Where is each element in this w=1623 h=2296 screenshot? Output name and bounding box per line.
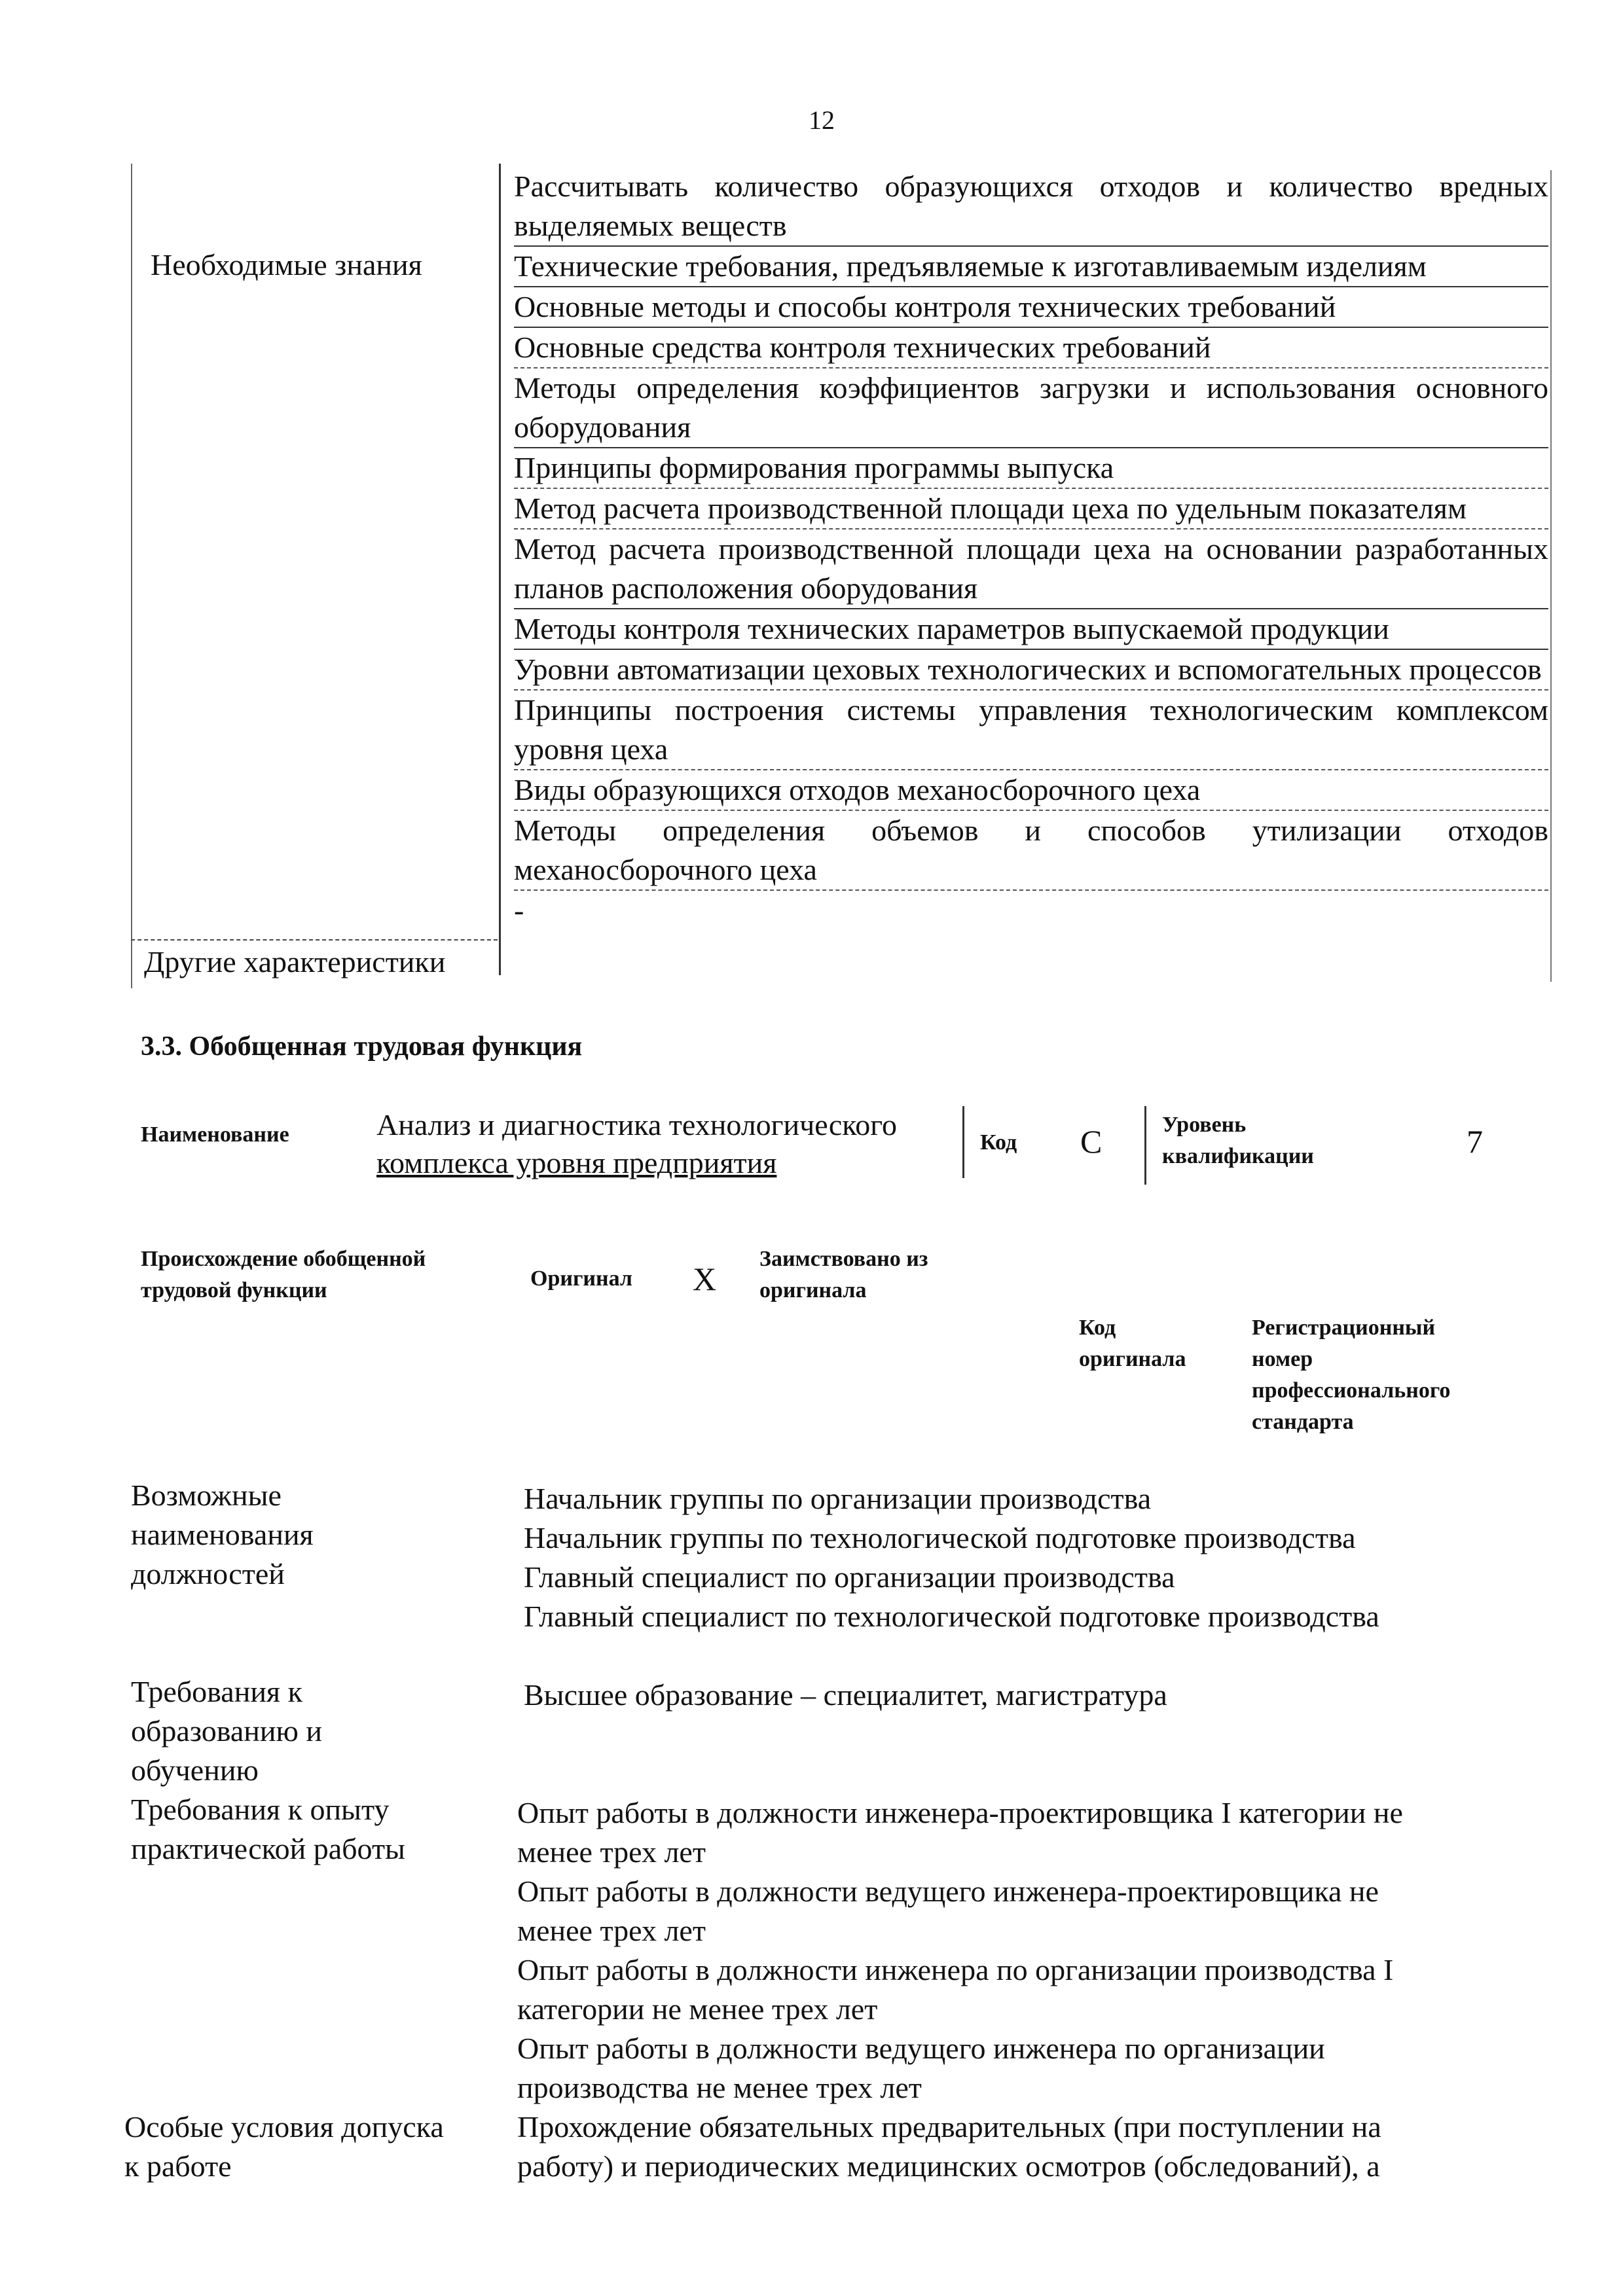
function-name-line: комплекса уровня предприятия — [376, 1146, 777, 1179]
list-item — [517, 1872, 1403, 1950]
table-row: Принципы построения системы управления технологическим комплексом уровня цеха — [514, 691, 1548, 770]
divider-line — [1144, 1106, 1146, 1185]
table-row: Принципы формирования программы выпуска — [514, 448, 1548, 489]
special-conditions-line: Прохождение обязательных предварительных (при поступлении на — [517, 2110, 1381, 2144]
name-label: Наименование — [141, 1122, 289, 1147]
special-conditions-label-line: к работе — [124, 2149, 232, 2183]
code-original-line: Код — [1079, 1316, 1116, 1340]
education-label-line: Требования к — [131, 1675, 302, 1708]
reg-number-line: стандарта — [1252, 1410, 1354, 1434]
origin-label-line: Происхождение обобщенной — [141, 1247, 426, 1271]
section-title: 3.3. Обобщенная трудовая функция — [141, 1031, 583, 1062]
origin-label-line: трудовой функции — [141, 1278, 327, 1302]
list-item-line: Опыт работы в должности ведущего инженера по организации — [517, 2032, 1325, 2065]
level-label-line: Уровень — [1162, 1113, 1247, 1137]
education-label-line: обучению — [131, 1753, 259, 1787]
list-item: Начальник группы по организации производства — [524, 1482, 1152, 1515]
borrowed-label — [759, 1244, 928, 1306]
positions-list — [524, 1479, 1379, 1636]
list-item — [517, 2029, 1403, 2108]
table-border-right — [1550, 170, 1552, 982]
positions-label-line: наименования — [131, 1518, 314, 1551]
divider-line — [962, 1106, 964, 1178]
reg-number-line: профессионального — [1252, 1378, 1451, 1403]
education-label-line: образованию и — [131, 1714, 322, 1748]
reg-number-line: Регистрационный — [1252, 1316, 1436, 1340]
origin-label — [141, 1244, 426, 1306]
original-mark: X — [693, 1261, 717, 1297]
experience-list — [517, 1793, 1403, 2108]
required-knowledge-label: Необходимые знания — [151, 248, 422, 281]
experience-label — [131, 1790, 405, 1869]
education-value: Высшее образование – специалитет, магистратура — [524, 1678, 1167, 1712]
list-item: Главный специалист по организации производства — [524, 1560, 1175, 1594]
table-row: Основные средства контроля технических требований — [514, 328, 1548, 368]
table-row: Методы контроля технических параметров выпускаемой продукции — [514, 609, 1548, 650]
list-item: Главный специалист по технологической подготовке производства — [524, 1600, 1379, 1633]
positions-label — [131, 1476, 314, 1594]
level-label-line: квалификации — [1162, 1144, 1314, 1168]
borrowed-label-line: оригинала — [759, 1278, 867, 1302]
experience-label-line: Требования к опыту — [131, 1793, 390, 1826]
table-row: - — [514, 893, 524, 927]
reg-number-label — [1252, 1312, 1450, 1438]
table-row: Основные методы и способы контроля технических требований — [514, 287, 1548, 328]
code-original-line: оригинала — [1079, 1347, 1186, 1371]
positions-label-line: Возможные — [131, 1479, 282, 1512]
list-item-line: Опыт работы в должности инженера по организации производства I — [517, 1953, 1394, 1986]
table-row: Методы определения коэффициентов загрузки и использования основного оборудования — [514, 368, 1548, 448]
positions-label-line: должностей — [131, 1557, 285, 1590]
table-column-divider — [499, 164, 501, 975]
list-item: Начальник группы по технологической подготовке производства — [524, 1521, 1356, 1554]
list-item-line: Опыт работы в должности ведущего инженера-проектировщика не — [517, 1874, 1379, 1908]
table-row: Технические требования, предъявляемые к изготавливаемым изделиям — [514, 247, 1548, 287]
level-value: 7 — [1467, 1123, 1483, 1160]
table-row: Метод расчета производственной площади цеха по удельным показателям — [514, 489, 1548, 529]
table-row: Метод расчета производственной площади цеха на основании разработанных планов расположения оборудования — [514, 529, 1548, 609]
table-row: Рассчитывать количество образующихся отходов и количество вредных выделяемых веществ — [514, 167, 1548, 247]
special-conditions-label — [124, 2108, 444, 2186]
code-value: С — [1080, 1123, 1103, 1160]
special-conditions-line: работу) и периодических медицинских осмотров (обследований), а — [517, 2149, 1380, 2183]
code-label: Код — [980, 1130, 1017, 1155]
special-conditions-value — [517, 2108, 1381, 2186]
list-item-line: категории не менее трех лет — [517, 1992, 878, 2026]
special-conditions-label-line: Особые условия допуска — [124, 2110, 444, 2144]
function-name — [376, 1106, 897, 1182]
level-label — [1162, 1109, 1314, 1172]
borrowed-label-line: Заимствовано из — [759, 1247, 928, 1271]
original-label: Оригинал — [530, 1266, 632, 1291]
list-item-line: производства не менее трех лет — [517, 2071, 922, 2104]
knowledge-rows — [514, 167, 1548, 930]
list-item-line: менее трех лет — [517, 1914, 706, 1947]
other-characteristics-label: Другие характеристики — [144, 945, 446, 978]
reg-number-line: номер — [1252, 1347, 1313, 1371]
list-item — [517, 1950, 1403, 2029]
list-item — [517, 1793, 1403, 1872]
page-number: 12 — [809, 105, 835, 135]
function-name-line: Анализ и диагностика технологического — [376, 1108, 898, 1141]
list-item-line: Опыт работы в должности инженера-проектировщика I категории не — [517, 1796, 1403, 1829]
experience-label-line: практической работы — [131, 1832, 405, 1865]
other-divider — [131, 939, 498, 941]
table-row: Уровни автоматизации цеховых технологических и вспомогательных процессов — [514, 650, 1548, 691]
education-label — [131, 1672, 322, 1790]
table-row: Виды образующихся отходов механосборочного цеха — [514, 770, 1548, 811]
table-border-left — [131, 164, 132, 988]
table-row: Методы определения объемов и способов утилизации отходов механосборочного цеха — [514, 811, 1548, 891]
code-original-label — [1079, 1312, 1186, 1375]
list-item-line: менее трех лет — [517, 1835, 706, 1869]
